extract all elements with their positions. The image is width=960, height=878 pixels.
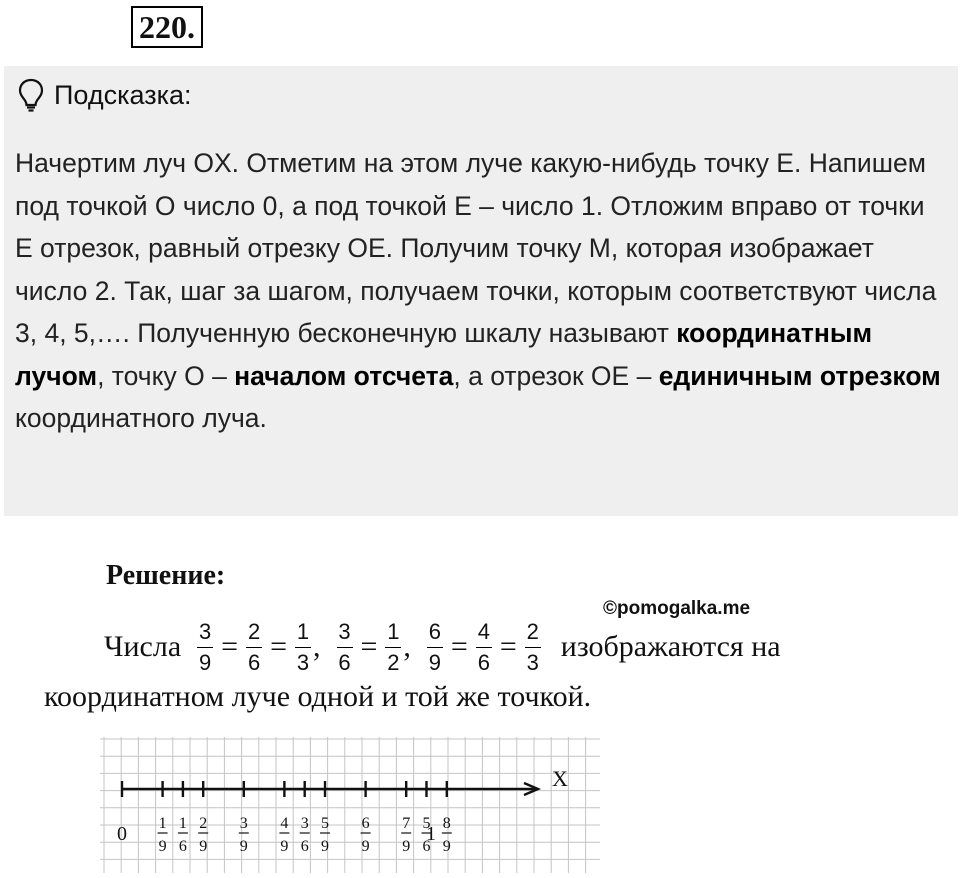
tick-label-numerator: 3: [239, 815, 248, 832]
tick-label-numerator: 3: [300, 815, 309, 832]
tick-label-numerator: 2: [199, 815, 208, 832]
tick-label-denominator: 9: [361, 838, 370, 855]
solution-line-2: координатном луче одной и той же точкой.: [44, 680, 592, 713]
hint-box: [4, 66, 958, 516]
tick-label-numerator: 8: [442, 815, 451, 832]
term-unit-segment: единичным отрезком: [658, 360, 941, 391]
tick-label-numerator: 1: [178, 815, 187, 832]
fraction: $\frac{3}{9}$: [199, 618, 212, 675]
fraction: $\frac{2}{3}$: [526, 618, 539, 675]
solution-equation-line: [104, 614, 781, 680]
tick-label-denominator: 9: [402, 838, 411, 855]
hint-paragraph: Начертим луч OX. Отметим на этом луче какую-нибудь точку E. Напишем под точкой O число 0, а под точкой E – число 1. Отложим вправо от точки E отрезок, равный отрезку OE. Получим точку M, которая изображает число 2. Так, шаг за шагом, получаем точки, которым соответствуют числа 3, 4, 5,…. Полученную бесконечную шкалу называют координатным лучом, точку O – началом отсчета, а отрезок OE – единичным отрезком координатного луча.: [15, 148, 941, 433]
hint-header: [18, 78, 192, 112]
lightbulb-icon: [18, 78, 44, 112]
term-origin: началом отсчета: [234, 360, 454, 391]
fraction: $\frac{1}{2}$: [387, 618, 400, 675]
number-line-diagram: [100, 737, 600, 878]
tick-label-numerator: 1: [158, 815, 167, 832]
tick-label-denominator: 9: [239, 838, 248, 855]
equals-sign: =: [450, 630, 468, 663]
fraction: $\frac{2}{6}$: [247, 618, 261, 675]
tick-label-numerator: 5: [321, 815, 330, 832]
fraction: $\frac{3}{6}$: [338, 618, 351, 675]
equals-sign: =: [360, 630, 378, 663]
comma: ,: [313, 630, 321, 663]
solution-tail: изображаются на: [560, 630, 781, 663]
tick-label-denominator: 9: [321, 838, 330, 855]
term-coordinate-ray: координатным лучом: [15, 318, 873, 391]
tick-label-numerator: 5: [422, 815, 431, 832]
ray-label: X: [552, 766, 568, 791]
start-label: 0: [117, 823, 127, 845]
number-line-svg: [100, 737, 600, 873]
tick-label-denominator: 9: [199, 838, 208, 855]
task-number: 220.: [131, 6, 203, 48]
tick-label-denominator: 6: [178, 838, 187, 855]
comma: ,: [403, 630, 411, 663]
fraction: $\frac{1}{3}$: [296, 618, 310, 675]
equals-sign: =: [270, 630, 287, 663]
fraction: $\frac{6}{9}$: [428, 618, 442, 675]
fraction: $\frac{4}{6}$: [477, 618, 490, 675]
tick-label-numerator: 4: [280, 815, 289, 832]
equals-sign: =: [221, 630, 239, 663]
solution-title: Решение:: [106, 560, 226, 591]
hint-title: Подсказка:: [54, 79, 192, 110]
end-label: 1: [426, 823, 436, 845]
tick-label-denominator: 9: [280, 838, 289, 855]
tick-label-denominator: 6: [422, 838, 431, 855]
tick-label-denominator: 9: [442, 838, 451, 855]
tick-label-denominator: 9: [158, 838, 167, 855]
watermark: ©pomogalka.me: [603, 598, 751, 619]
solution-lead: Числа: [104, 630, 182, 663]
tick-label-numerator: 7: [402, 815, 411, 832]
tick-label-numerator: 6: [361, 815, 370, 832]
tick-label-denominator: 6: [300, 838, 309, 855]
equals-sign: =: [499, 630, 517, 663]
